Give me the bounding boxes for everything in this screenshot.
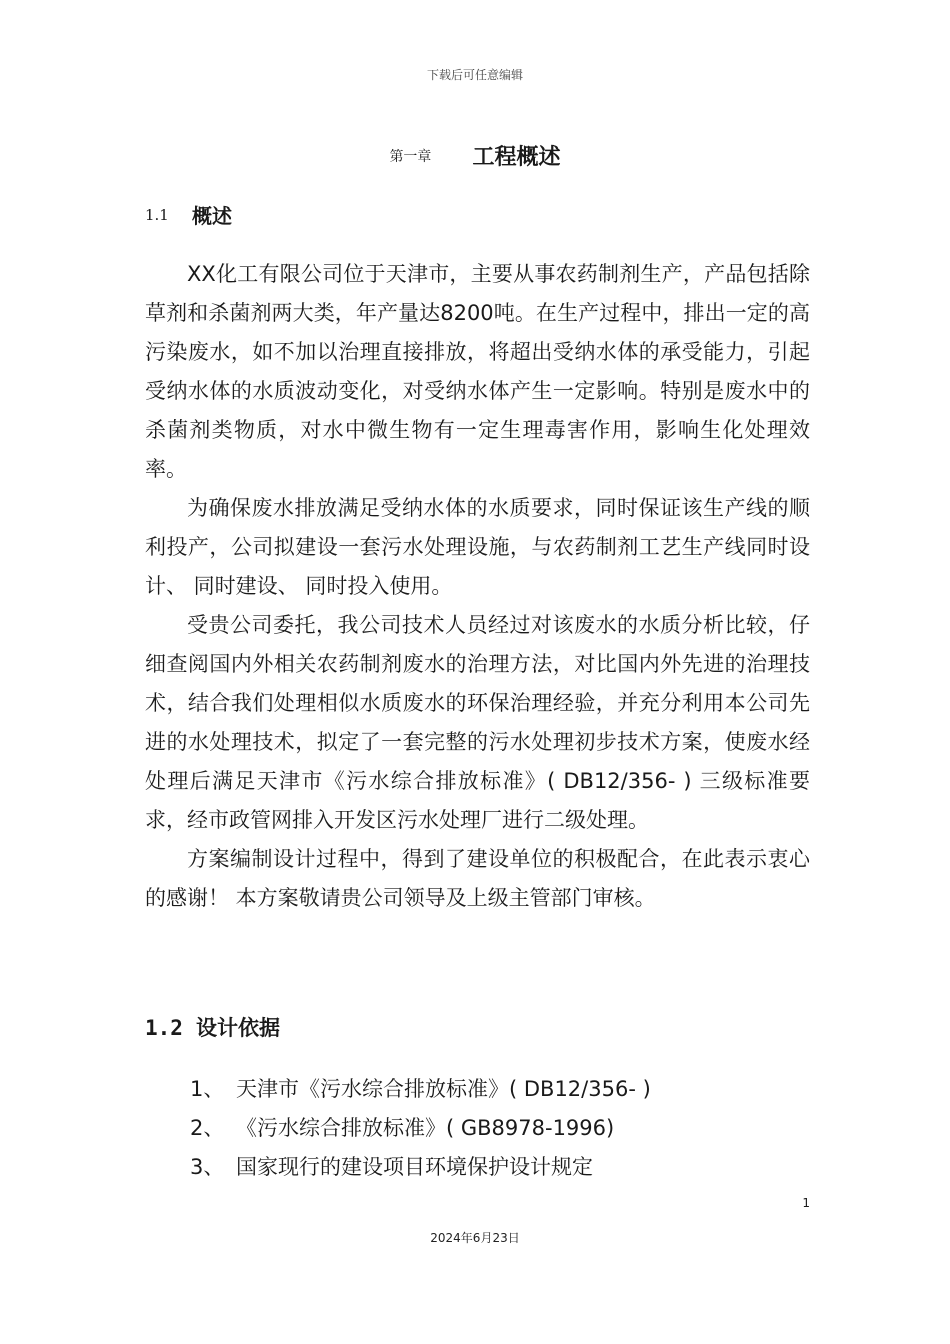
list-item-text: 国家现行的建设项目环境保护设计规定	[236, 1155, 593, 1179]
chapter-title: 工程概述	[472, 145, 561, 170]
list-item-text: 天津市《污水综合排放标准》( DB12/356- )	[236, 1077, 651, 1101]
section-title: 概述	[191, 204, 232, 228]
paragraph: 方案编制设计过程中，得到了建设单位的积极配合，在此表示衷心的感谢！ 本方案敬请贵公司领导及上级主管部门审核。	[145, 847, 810, 910]
section-number: 1.1	[145, 205, 169, 224]
body-text	[145, 255, 810, 918]
page-header: 下载后可任意编辑	[426, 68, 523, 82]
chapter-heading	[0, 140, 950, 171]
page-footer-date: 2024年6月23日	[430, 1231, 520, 1245]
section-number: 1.2	[145, 1016, 183, 1040]
page-number: 1	[802, 1196, 810, 1210]
list-item	[190, 1148, 810, 1187]
paragraph: 受贵公司委托，我公司技术人员经过对该废水的水质分析比较，仔细查阅国内外相关农药制剂废水的治理方法，对比国内外先进的治理技术，结合我们处理相似水质废水的环保治理经验，并充分利用本公司先进的水处理技术，拟定了一套完整的污水处理初步技术方案，使废水经处理后满足天津市《污水综合排放标准》( DB12/356- ) 三级标准要求，经市政管网排入开发区污水处理厂进行二级处理。	[145, 613, 810, 832]
chapter-label: 第一章	[389, 148, 432, 165]
list-item	[190, 1070, 810, 1109]
list-item-text: 《污水综合排放标准》( GB8978-1996)	[236, 1116, 615, 1140]
paragraph: XX化工有限公司位于天津市，主要从事农药制剂生产，产品包括除草剂和杀菌剂两大类，年产量达8200吨。在生产过程中，排出一定的高污染废水，如不加以治理直接排放，将超出受纳水体的承受能力，引起受纳水体的水质波动变化，对受纳水体产生一定影响。特别是废水中的杀菌剂类物质，对水中微生物有一定生理毒害作用，影响生化处理效率。	[145, 262, 810, 481]
list-item-number: 1、	[190, 1077, 225, 1101]
section-heading-1-1	[145, 200, 232, 229]
list-item	[190, 1109, 810, 1148]
paragraph: 为确保废水排放满足受纳水体的水质要求，同时保证该生产线的顺利投产，公司拟建设一套污水处理设施，与农药制剂工艺生产线同时设计、 同时建设、 同时投入使用。	[145, 496, 810, 598]
design-basis-list	[190, 1070, 810, 1187]
list-item-number: 3、	[190, 1155, 225, 1179]
section-title: 设计依据	[196, 1016, 281, 1040]
list-item-number: 2、	[190, 1116, 225, 1140]
section-heading-1-2	[145, 1012, 280, 1042]
